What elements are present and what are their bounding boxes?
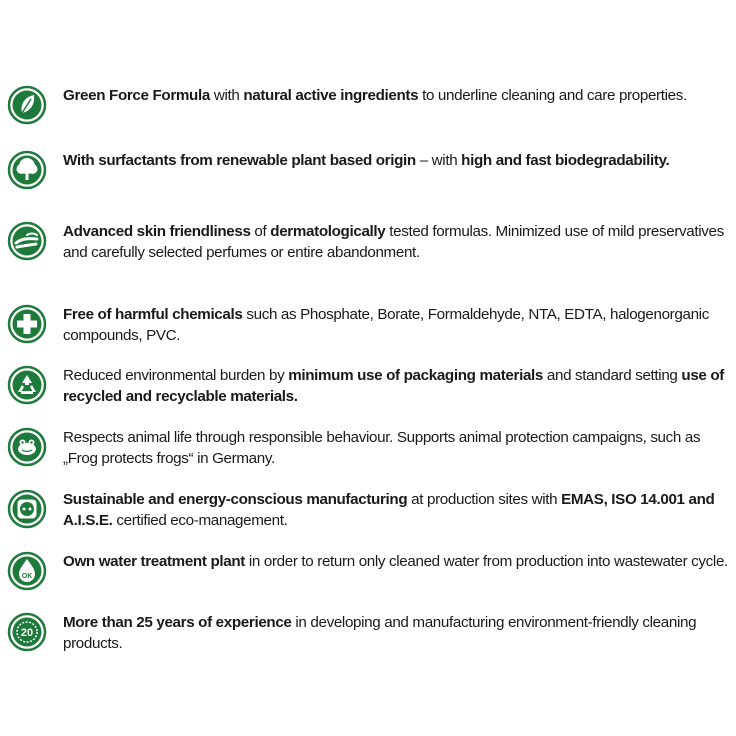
hand-icon (7, 221, 47, 261)
feature-text: With surfactants from renewable plant based origin – with high and fast biodegradability. (63, 152, 670, 169)
feature-text: More than 25 years of experience in developing and manufacturing environment-friendly cleaning products. (63, 614, 697, 652)
power-socket-icon (7, 489, 47, 529)
feature-text: Free of harmful chemicals such as Phosphate, Borate, Formaldehyde, NTA, EDTA, halogenorganic compounds, PVC. (63, 306, 709, 344)
medical-cross-icon (7, 304, 47, 344)
anniversary-number: 20 (20, 627, 34, 639)
water-drop-icon (7, 551, 47, 591)
water-drop-label: OK (21, 573, 33, 580)
feature-text: Reduced environmental burden by minimum use of packaging materials and standard setting use of recycled and recyclable materials. (63, 367, 725, 405)
feature-text: Own water treatment plant in order to return only cleaned water from production into wastewater cycle. (63, 553, 728, 570)
feature-text: Respects animal life through responsible behaviour. Supports animal protection campaigns, such as „Frog protects frogs“ in Germany. (63, 429, 701, 467)
frog-icon (7, 427, 47, 467)
feature-text: Sustainable and energy-conscious manufacturing at production sites with EMAS, ISO 14.001 and A.I.S.E. certified eco-management. (63, 491, 715, 529)
recycle-icon (7, 365, 47, 405)
leaf-icon (7, 85, 47, 125)
anniversary-20-icon (7, 612, 47, 652)
tree-icon (7, 150, 47, 190)
feature-text: Green Force Formula with natural active ingredients to underline cleaning and care properties. (63, 87, 687, 104)
feature-text: Advanced skin friendliness of dermatologically tested formulas. Minimized use of mild preservatives and carefully selected perfumes or entire abandonment. (63, 223, 724, 261)
